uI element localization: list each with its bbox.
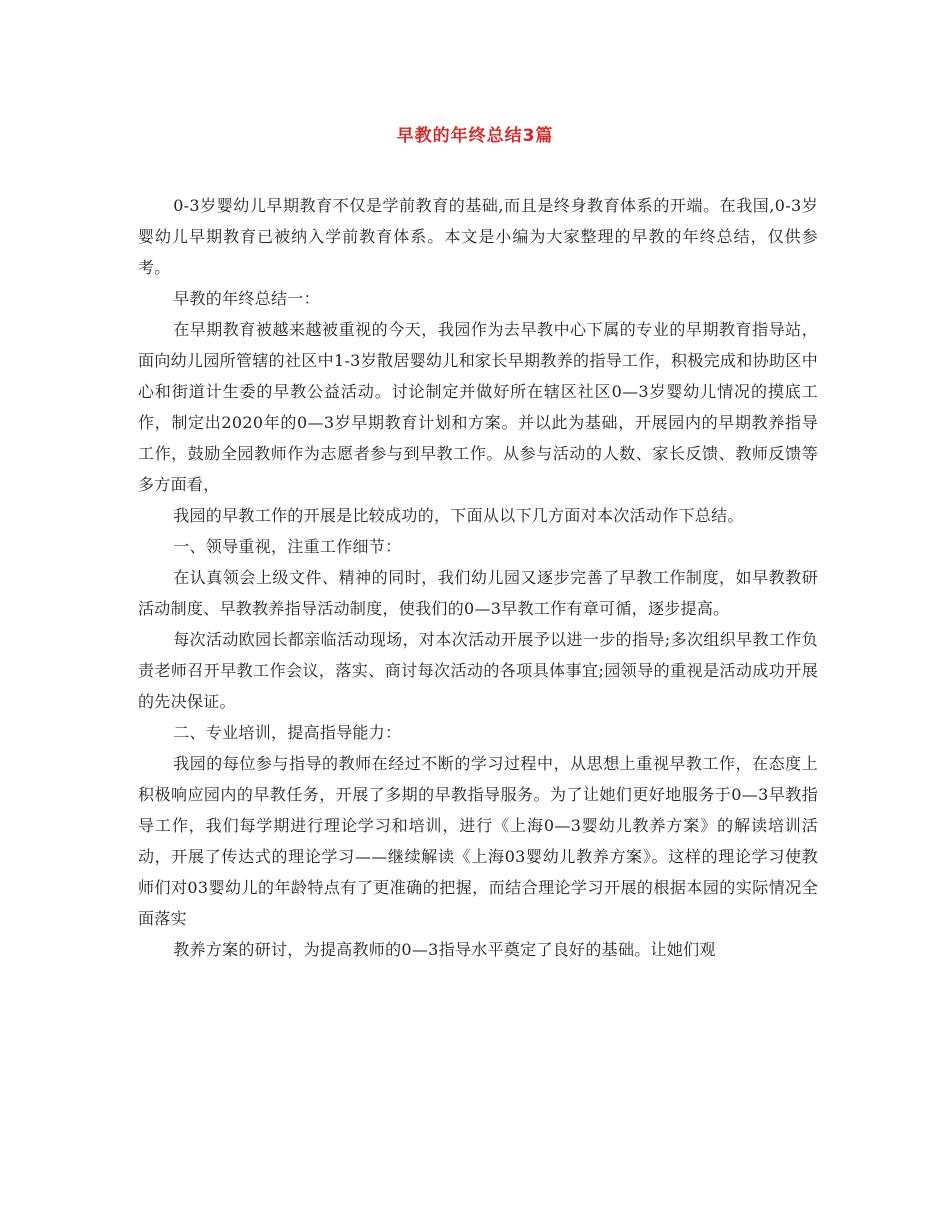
paragraph-leadership-visits: 每次活动欧园长都亲临活动现场，对本次活动开展予以进一步的指导;多次组织早教工作负责老师召开早教工作会议，落实、商讨每次活动的各项具体事宜;园领导的重视是活动成功开展的先决保证。 bbox=[138, 630, 818, 711]
paragraph-background: 在早期教育被越来越被重视的今天，我园作为去早教中心下属的专业的早期教育指导站，面向幼儿园所管辖的社区中1-3岁散居婴幼儿和家长早期教养的指导工作，积极完成和协助区中心和街道计生委的早教公益活动。讨论制定并做好所在辖区社区0—3岁婴幼儿情况的摸底工作，制定出2020年的0—3岁早期教育计划和方案。并以此为基础，开展园内的早期教养指导工作，鼓励全园教师作为志愿者参与到早教工作。从参与活动的人数、家长反馈、教师反馈等多方面看， bbox=[138, 320, 818, 494]
paragraph-training-continued: 教养方案的研讨，为提高教师的0—3指导水平奠定了良好的基础。让她们观 bbox=[173, 940, 716, 959]
paragraph-training: 我园的每位参与指导的教师在经过不断的学习过程中，从思想上重视早教工作，在态度上积极响应园内的早教任务，开展了多期的早教指导服务。为了让她们更好地服务于0—3早教指导工作，我们每学期进行理论学习和培训，进行《上海0—3婴幼儿教养方案》的解读培训活动，开展了传达式的理论学习——继续解读《上海03婴幼儿教养方案》。这样的理论学习使教师们对03婴幼儿的年龄特点有了更准确的把握，而结合理论学习开展的根据本园的实际情况全面落实 bbox=[138, 754, 818, 928]
section-heading-leadership: 一、领导重视，注重工作细节： bbox=[173, 537, 402, 556]
paragraph-leadership-rules: 在认真领会上级文件、精神的同时，我们幼儿园又逐步完善了早教工作制度，如早教教研活动制度、早教教养指导活动制度，使我们的0—3早教工作有章可循，逐步提高。 bbox=[138, 568, 818, 618]
section-heading-training: 二、专业培训，提高指导能力： bbox=[173, 723, 402, 742]
section-heading-summary-one: 早教的年终总结一： bbox=[173, 289, 320, 308]
paragraph-overview: 我园的早教工作的开展是比较成功的，下面从以下几方面对本次活动作下总结。 bbox=[173, 506, 744, 525]
paragraph-intro: 0-3岁婴幼儿早期教育不仅是学前教育的基础,而且是终身教育体系的开端。在我国,0-3岁婴幼儿早期教育已被纳入学前教育体系。本文是小编为大家整理的早教的年终总结，仅供参考。 bbox=[138, 196, 818, 277]
document-title: 早教的年终总结3篇 bbox=[396, 126, 554, 146]
document-body bbox=[138, 190, 818, 965]
